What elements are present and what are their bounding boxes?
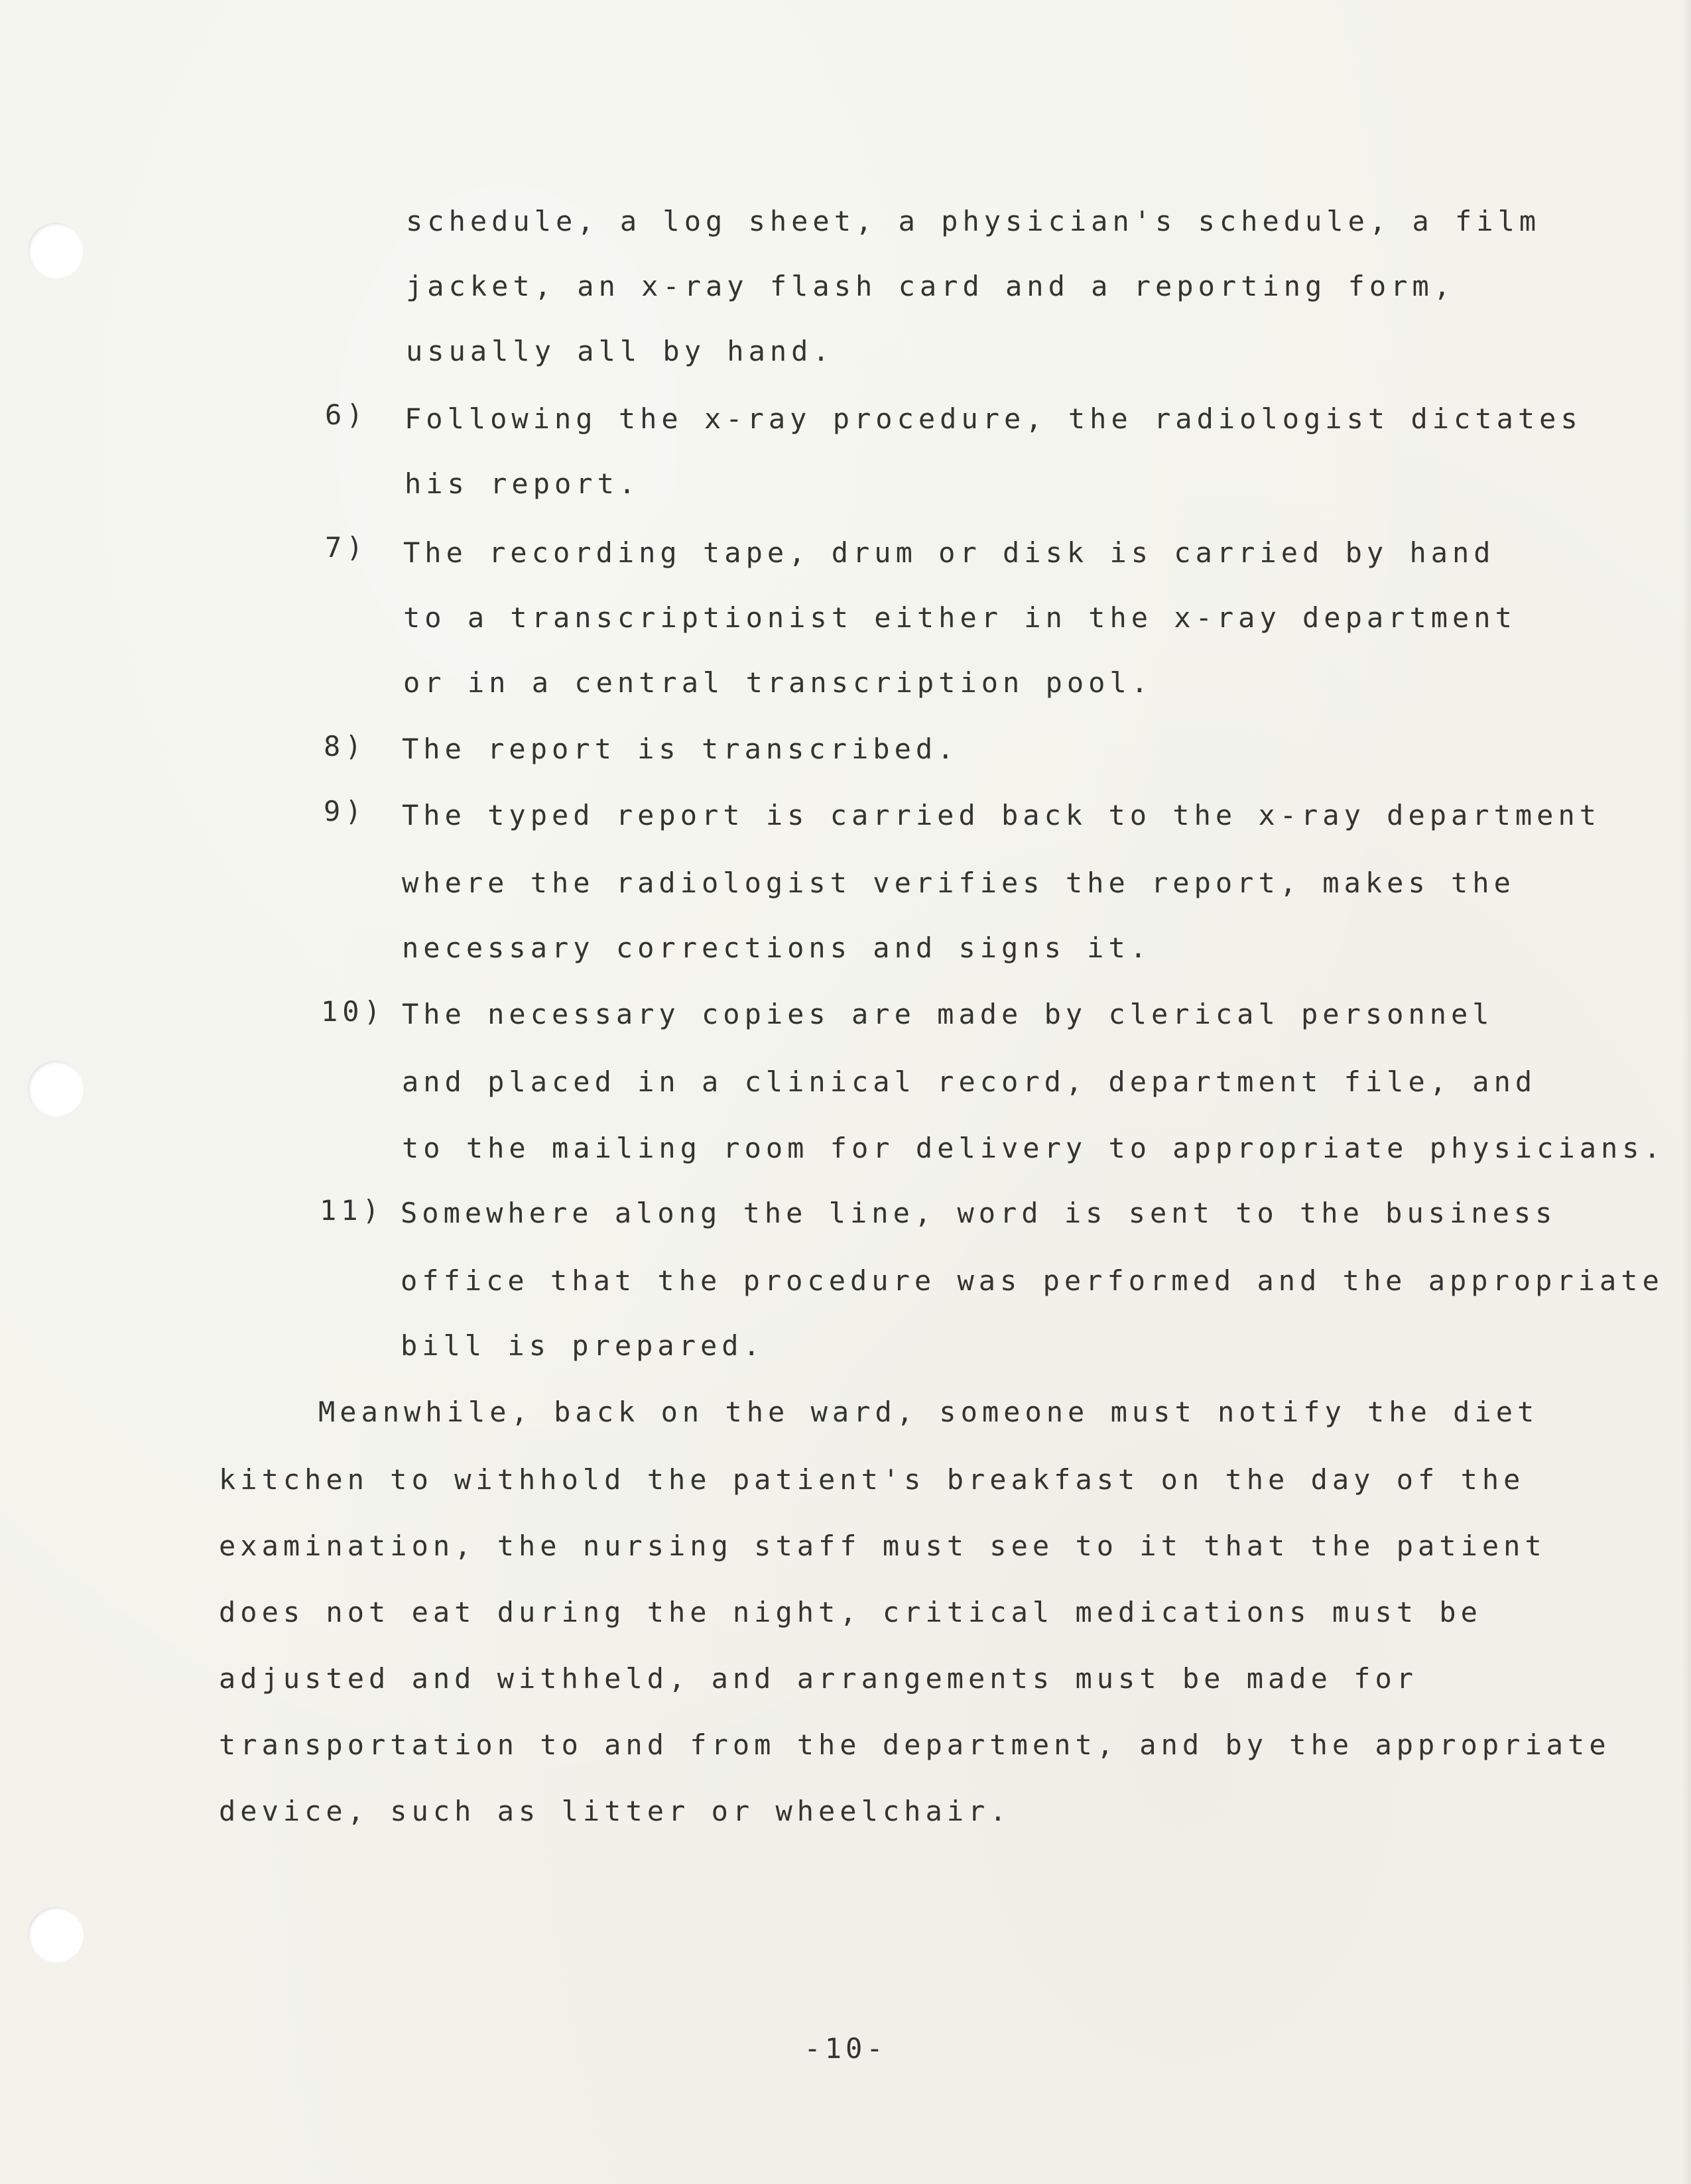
list-item-line: The necessary copies are made by clerical personnel (402, 998, 1494, 1030)
paragraph-line: kitchen to withhold the patient's breakfast on the day of the (219, 1463, 1525, 1496)
punch-hole-middle (28, 1061, 84, 1117)
list-item-line: to the mailing room for delivery to appropriate physicians. (402, 1132, 1665, 1164)
continued-item-line: schedule, a log sheet, a physician's schedule, a film (406, 205, 1541, 237)
paragraph-line: Meanwhile, back on the ward, someone must notify the diet (318, 1396, 1539, 1428)
list-item-line: to a transcriptionist either in the x-ray department (403, 601, 1517, 634)
continued-item-line: usually all by hand. (406, 335, 834, 367)
list-item-line: The recording tape, drum or disk is carried by hand (403, 536, 1495, 569)
list-item-line: Following the x-ray procedure, the radiologist dictates (405, 402, 1582, 435)
page-number: -10- (804, 2032, 887, 2065)
list-item-number: 9) (324, 795, 367, 827)
list-item-line: his report. (405, 467, 641, 500)
paragraph-line: adjusted and withheld, and arrangements must be made for (219, 1662, 1418, 1695)
paragraph-line: transportation to and from the department, and by the appropriate (219, 1729, 1611, 1761)
list-item-line: Somewhere along the line, word is sent to the business (401, 1197, 1557, 1229)
list-item-line: necessary corrections and signs it. (402, 932, 1152, 964)
paragraph-line: does not eat during the night, critical medications must be (219, 1596, 1482, 1628)
punch-hole-top (28, 223, 84, 278)
list-item-line: where the radiologist verifies the report, makes the (402, 867, 1515, 899)
list-item-line: office that the procedure was performed and the appropriate (401, 1264, 1664, 1297)
continued-item-line: jacket, an x-ray flash card and a reporting form, (406, 270, 1456, 302)
list-item-number: 7) (325, 531, 368, 564)
list-item-line: The report is transcribed. (402, 733, 959, 765)
list-item-number: 10) (321, 995, 385, 1028)
paragraph-line: examination, the nursing staff must see to it that the patient (219, 1530, 1546, 1562)
punch-hole-bottom (28, 1907, 84, 1963)
list-item-line: or in a central transcription pool. (403, 666, 1153, 699)
list-item-number: 6) (325, 398, 368, 431)
list-item-line: The typed report is carried back to the x-ray department (402, 799, 1601, 831)
paragraph-line: device, such as litter or wheelchair. (219, 1795, 1011, 1827)
list-item-line: and placed in a clinical record, department file, and (402, 1065, 1537, 1098)
list-item-line: bill is prepared. (401, 1329, 765, 1362)
list-item-number: 11) (320, 1194, 384, 1227)
page-edge-shadow (1682, 0, 1691, 2184)
list-item-number: 8) (324, 730, 367, 762)
